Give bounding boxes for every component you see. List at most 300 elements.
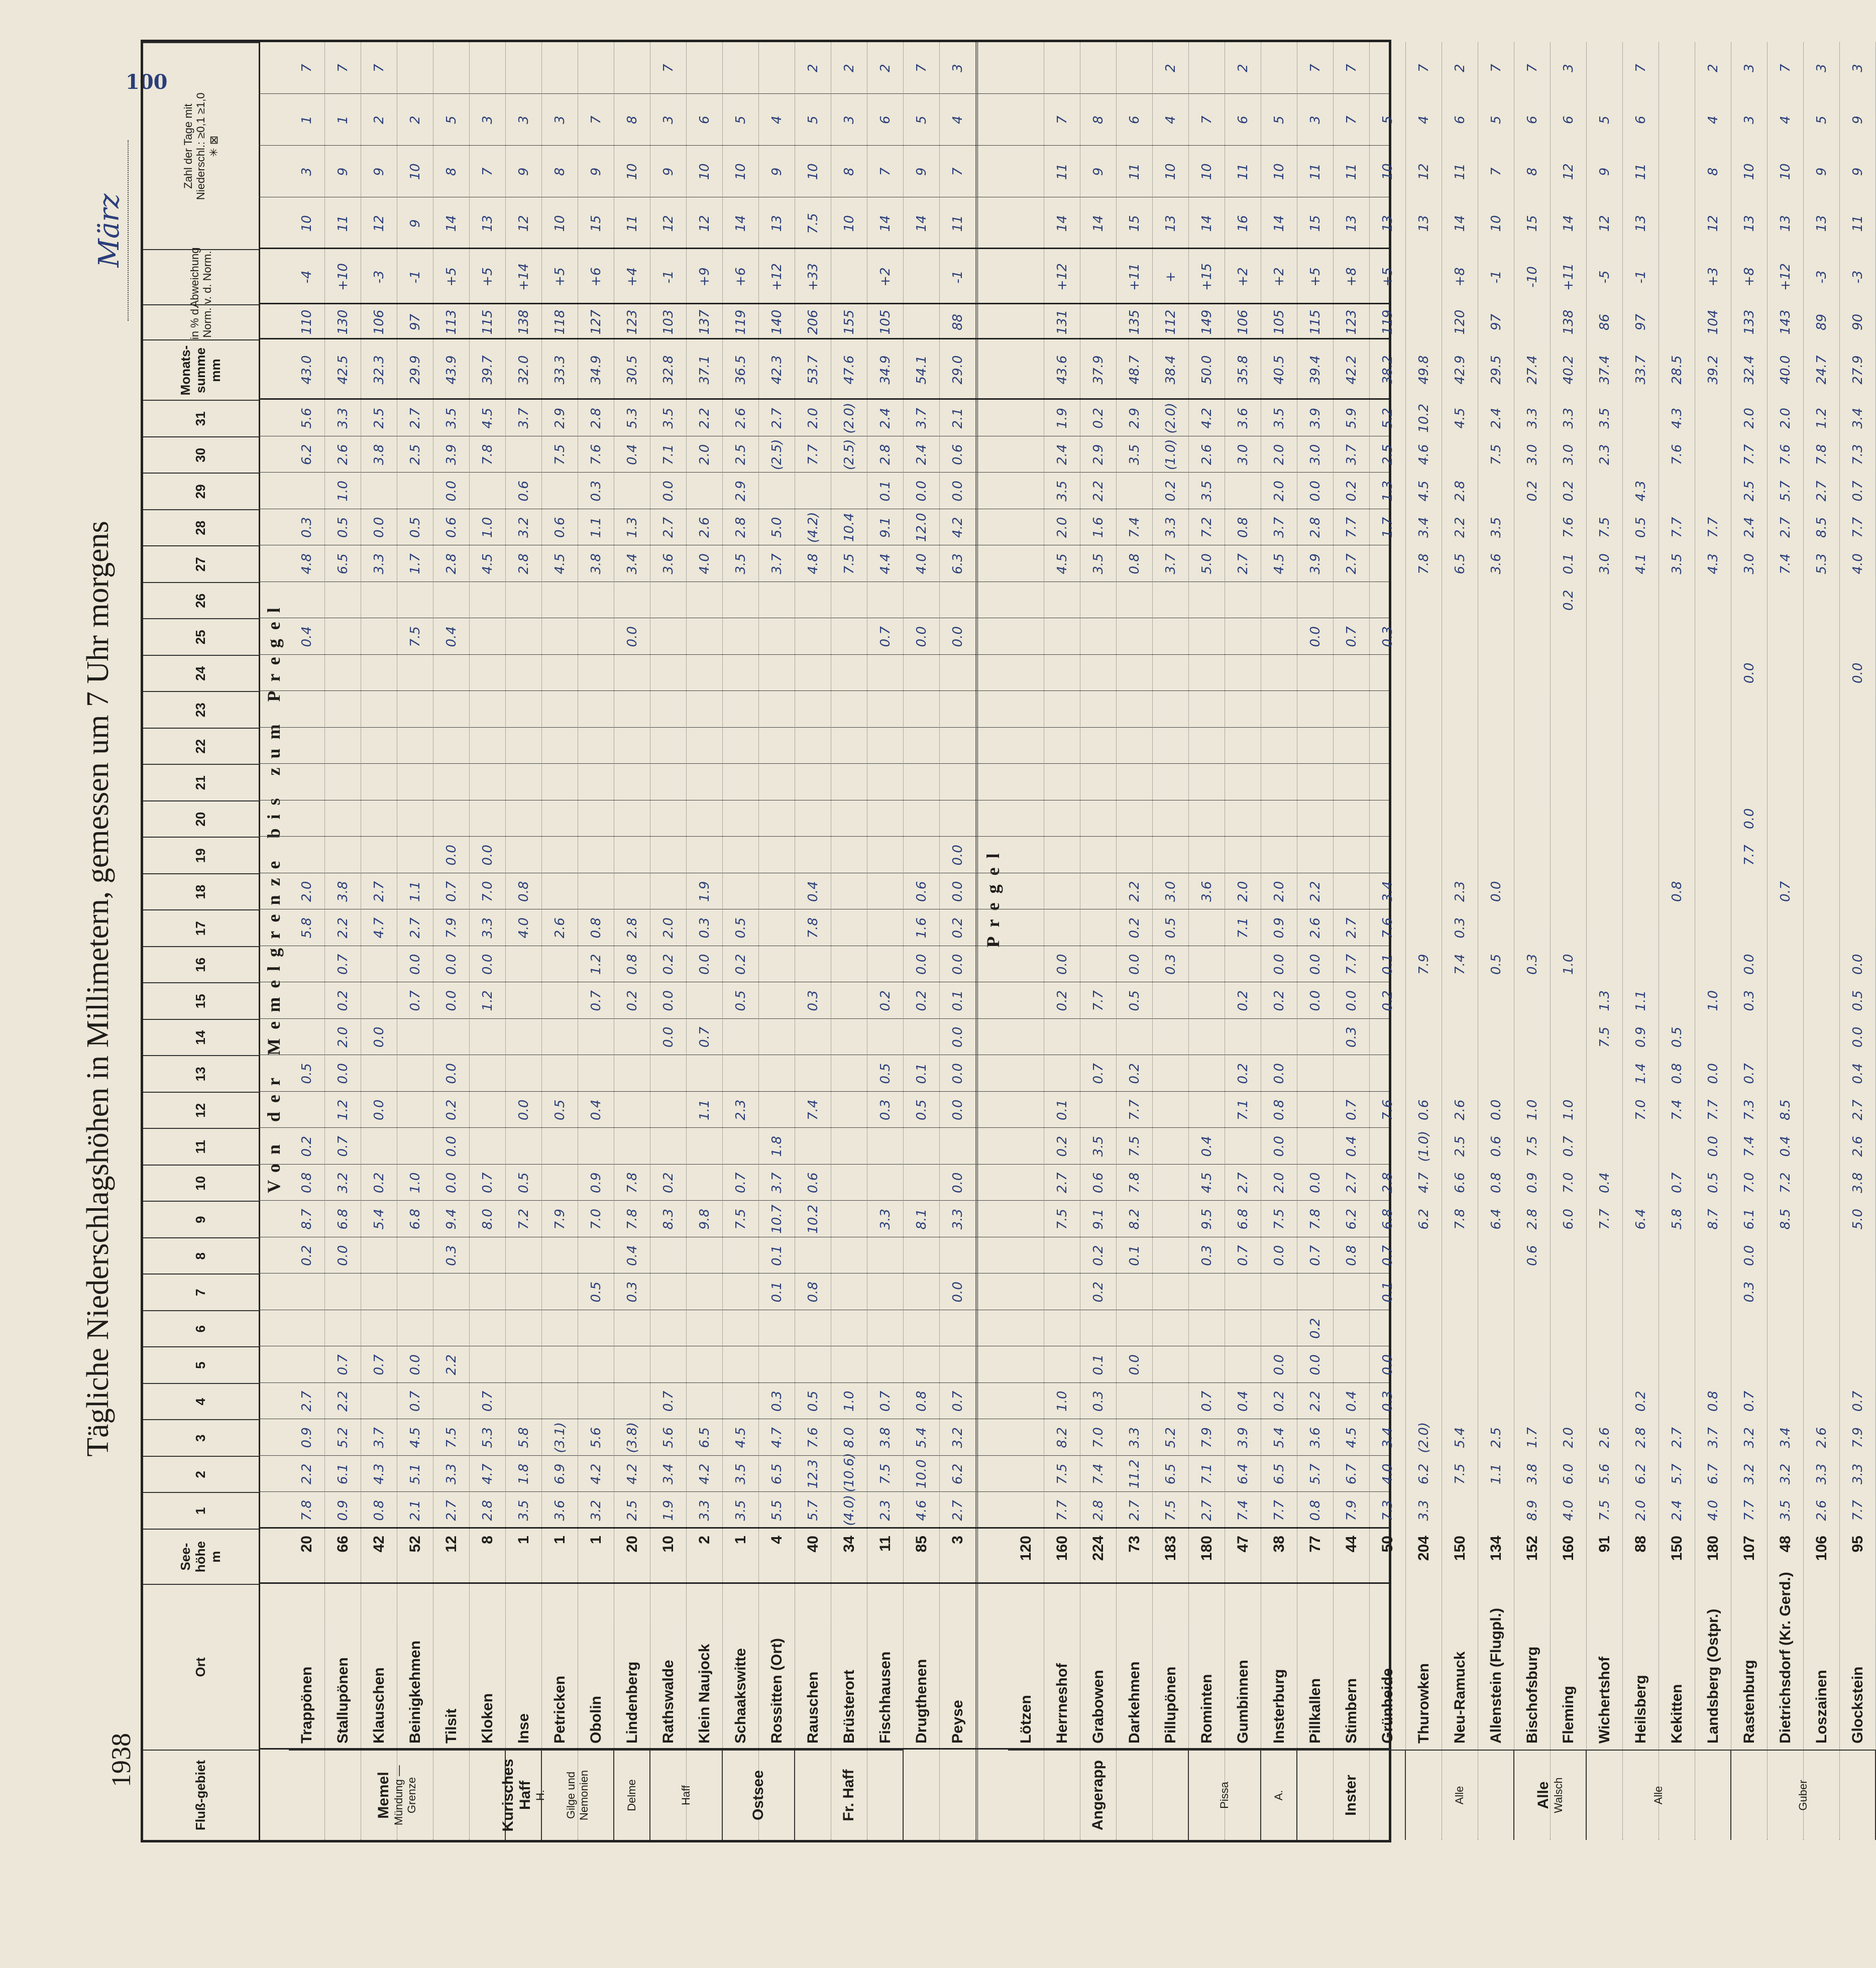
summary-value: 7.5 (806, 213, 821, 234)
summary-value: -10 (1525, 266, 1540, 288)
day-value: 0.4 (1850, 1063, 1865, 1084)
day-value: 2.9 (1127, 408, 1142, 429)
day-value: 7.8 (299, 1500, 314, 1521)
day-value (361, 1056, 397, 1092)
day-value (650, 1237, 687, 1274)
day-value (723, 873, 759, 910)
day-value: 0.2 (444, 1099, 459, 1120)
day-value: 2.0 (1561, 1427, 1576, 1448)
day-value: 7.2 (1778, 1172, 1793, 1193)
day-value: 4.3 (372, 1463, 387, 1484)
table-row (1080, 42, 1117, 1840)
day-value: 7.7 (1091, 990, 1106, 1011)
day-value: 0.5 (733, 990, 748, 1011)
day-value: 0.2 (1127, 917, 1142, 939)
day-value: 5.1 (408, 1463, 423, 1484)
day-value: 1.3 (1597, 990, 1612, 1011)
day-value (687, 1347, 723, 1383)
seehoehe-cell: 88 (1632, 1536, 1649, 1553)
day-value: 2.0 (661, 917, 676, 939)
day-value (1840, 764, 1876, 801)
day-value (1768, 1347, 1804, 1383)
day-value (506, 1056, 542, 1092)
day-value (1551, 655, 1587, 691)
ort-cell: Stallupönen (335, 1657, 351, 1744)
summary-value: 53.7 (806, 355, 821, 385)
summary-value (1008, 340, 1044, 400)
day-value (1478, 582, 1514, 619)
day-value (1695, 691, 1731, 728)
river-group (723, 1750, 795, 1840)
day-value: 0.0 (336, 1245, 351, 1266)
ort-cell: Insterburg (1271, 1669, 1287, 1744)
day-value (723, 1237, 759, 1274)
day-value (867, 1347, 904, 1383)
day-value (614, 800, 650, 837)
day-value: 2.7 (372, 881, 387, 902)
day-value (1804, 1092, 1840, 1128)
summary-value: 43.9 (444, 355, 459, 385)
day-value: 0.0 (950, 1026, 965, 1048)
day-value (397, 728, 433, 764)
day-value: 7.3 (1742, 1099, 1757, 1120)
table-row (1370, 42, 1406, 1840)
day-value (578, 1237, 614, 1274)
day-value (1659, 1383, 1695, 1420)
day-value (1008, 1456, 1044, 1492)
day-value (904, 764, 940, 801)
day-value (1659, 655, 1695, 691)
day-value: 0.7 (1561, 1136, 1576, 1157)
summary-value: 149 (1199, 309, 1215, 335)
ort-cell: Rathswalde (660, 1660, 677, 1744)
day-value (940, 1347, 976, 1383)
day-value (1080, 728, 1117, 764)
summary-value: 10 (1199, 163, 1215, 180)
day-value (1659, 983, 1695, 1019)
day-value (1659, 1128, 1695, 1165)
summary-value: 4 (1416, 115, 1431, 124)
day-value (614, 1019, 650, 1056)
summary-value: 6 (1633, 115, 1648, 124)
day-value (1189, 764, 1225, 801)
summary-value: 7 (1489, 64, 1504, 72)
day-value (650, 1310, 687, 1347)
seehoehe-cell: 10 (660, 1536, 677, 1553)
river-group (614, 1750, 650, 1840)
day-value: 7.7 (1055, 1500, 1070, 1521)
grid-line (259, 1164, 1389, 1165)
day-value: 0.7 (1778, 881, 1793, 902)
day-value (361, 1310, 397, 1347)
summary-value: 10 (299, 215, 314, 232)
day-value: 2.9 (1091, 444, 1106, 465)
day-value: 0.2 (299, 1136, 314, 1157)
day-value (1659, 1237, 1695, 1274)
day-value: 8.0 (480, 1209, 495, 1230)
summary-value: 5 (806, 115, 821, 124)
day-value: 0.7 (480, 1391, 495, 1412)
day-value (650, 619, 687, 655)
day-value (831, 800, 867, 837)
day-value (1261, 619, 1297, 655)
table-row (1189, 42, 1225, 1840)
day-value (1008, 582, 1044, 619)
day-value: 2.7 (1670, 1427, 1685, 1448)
day-value (542, 1056, 578, 1092)
summary-value: 2 (1453, 64, 1468, 72)
summary-value (1080, 42, 1117, 94)
day-value (506, 1274, 542, 1311)
day-value (614, 837, 650, 874)
day-value: 5.6 (589, 1427, 604, 1448)
day-value (433, 655, 470, 691)
day-value (325, 619, 361, 655)
river-subgroup: Mündung — Grenze (392, 1765, 418, 1825)
day-value: 6.0 (1561, 1463, 1576, 1484)
day-value: 0.3 (1453, 917, 1468, 939)
day-value: 0.7 (878, 1391, 893, 1412)
river-name: Kurisches Haff (500, 1759, 533, 1832)
summary-value: 38.2 (1380, 355, 1395, 385)
summary-value: 9 (914, 167, 929, 176)
day-value: 0.2 (733, 954, 748, 975)
table-row (1261, 42, 1297, 1840)
day-value: 8.7 (299, 1209, 314, 1230)
day-value: 4.1 (1633, 553, 1648, 574)
day-value: 3.0 (1597, 553, 1612, 574)
day-value (1731, 582, 1768, 619)
day-value (1695, 1347, 1731, 1383)
day-value: 6.8 (408, 1209, 423, 1230)
day-value: 4.5 (480, 553, 495, 574)
day-value (1297, 691, 1334, 728)
day-value (1261, 800, 1297, 837)
day-value (723, 691, 759, 728)
ort-cell: Fleming (1560, 1685, 1577, 1744)
day-value: 2.0 (336, 1026, 351, 1048)
header-day-17: 17 (143, 910, 259, 947)
summary-value: 9 (589, 167, 604, 176)
day-value: 0.7 (336, 954, 351, 975)
seehoehe-cell: 20 (298, 1536, 315, 1553)
day-value (867, 837, 904, 874)
day-value (470, 1347, 506, 1383)
day-value: 0.7 (1344, 1099, 1359, 1120)
day-value (1731, 873, 1768, 910)
day-value: 1.6 (1091, 517, 1106, 538)
day-value (795, 1056, 831, 1092)
day-value: 0.4 (1199, 1136, 1215, 1157)
day-value (1044, 1237, 1080, 1274)
day-value (1551, 1019, 1587, 1056)
day-value: 0.5 (1127, 990, 1142, 1011)
summary-value: 11 (1055, 163, 1070, 180)
day-value (1008, 910, 1044, 947)
day-value (904, 1019, 940, 1056)
day-value: 0.8 (516, 881, 531, 902)
day-value: 6.2 (950, 1463, 965, 1484)
summary-value: 12 (516, 215, 531, 232)
day-value: 7.6 (1380, 1099, 1395, 1120)
day-value: 3.6 (553, 1500, 568, 1521)
day-value (1442, 1492, 1478, 1529)
ort-cell: Schaakswitte (732, 1648, 749, 1744)
ort-cell: Rastenburg (1741, 1660, 1757, 1744)
summary-value: +5 (553, 267, 568, 287)
summary-value: 137 (697, 309, 712, 335)
table-row (687, 42, 723, 1840)
summary-value: 2 (1706, 64, 1721, 72)
summary-value: 7 (372, 64, 387, 72)
day-value: 0.0 (950, 954, 965, 975)
header-day-13: 13 (143, 1056, 259, 1092)
day-value: 0.1 (950, 990, 965, 1011)
day-value: 1.0 (1561, 1099, 1576, 1120)
day-value: 0.6 (806, 1172, 821, 1193)
day-value: 0.2 (299, 1245, 314, 1266)
day-value: 0.1 (769, 1282, 785, 1303)
summary-value: 10 (625, 163, 640, 180)
day-value (1334, 764, 1370, 801)
day-value (831, 1128, 867, 1165)
day-value (867, 728, 904, 764)
seehoehe-cell: 3 (949, 1536, 966, 1544)
day-value (470, 1092, 506, 1128)
river-name: Inster (1343, 1775, 1359, 1816)
summary-value: 14 (1561, 215, 1576, 232)
summary-value: 7 (878, 167, 893, 176)
table-row (397, 42, 433, 1840)
day-value: 6.5 (1453, 553, 1468, 574)
day-value: 0.3 (878, 1099, 893, 1120)
day-value (1623, 691, 1659, 728)
day-value (1623, 1165, 1659, 1201)
summary-value (904, 305, 940, 340)
day-value (1587, 1274, 1623, 1311)
summary-value: 9 (769, 167, 785, 176)
day-value: 0.8 (1344, 1245, 1359, 1266)
day-value: 2.7 (1236, 1172, 1251, 1193)
day-value: 0.2 (372, 1172, 387, 1193)
summary-value (1659, 94, 1695, 146)
day-value (650, 873, 687, 910)
day-value (1695, 400, 1731, 437)
ort-cell: Pillupönen (1162, 1666, 1179, 1744)
day-value (542, 582, 578, 619)
day-value: 0.8 (1127, 553, 1142, 574)
table-row (1659, 42, 1695, 1840)
grid-line (259, 1419, 1389, 1420)
day-value: 2.7 (1236, 553, 1251, 574)
day-value (1623, 1274, 1659, 1311)
river-group (1587, 1750, 1731, 1840)
ort-cell: Glockstein (1849, 1666, 1866, 1744)
day-value (614, 1092, 650, 1128)
day-value (795, 691, 831, 728)
seehoehe-cell: 11 (877, 1536, 894, 1552)
day-value: 0.2 (1344, 481, 1359, 502)
summary-value: 7 (336, 64, 351, 72)
day-value (1840, 1237, 1876, 1274)
day-value (867, 1019, 904, 1056)
day-value: 0.0 (444, 845, 459, 866)
day-value: 0.1 (914, 1063, 929, 1084)
ort-cell: Lötzen (1018, 1695, 1034, 1744)
grid-line (259, 145, 1389, 146)
day-value (940, 1128, 976, 1165)
summary-value: 7 (1778, 64, 1793, 72)
precipitation-table (141, 40, 1866, 1842)
table-row (1623, 42, 1659, 1840)
river-group (1297, 1750, 1406, 1840)
day-value: 7.7 (1742, 444, 1757, 465)
day-value (289, 837, 325, 874)
day-value: 7.6 (589, 444, 604, 465)
summary-value: -1 (1633, 270, 1648, 284)
river-group (1261, 1750, 1297, 1840)
grid-line (259, 909, 1389, 910)
day-value (1840, 691, 1876, 728)
day-value (759, 1019, 795, 1056)
day-value: 0.8 (1670, 1063, 1685, 1084)
seehoehe-cell: 1 (515, 1536, 532, 1544)
summary-value: +11 (1127, 263, 1142, 291)
day-value: 0.2 (1055, 1136, 1070, 1157)
day-value: 4.4 (878, 553, 893, 574)
day-value (1551, 800, 1587, 837)
day-value (1623, 910, 1659, 947)
day-value: (2.0) (1163, 402, 1178, 434)
day-value: 2.0 (1272, 881, 1287, 902)
day-value (1297, 582, 1334, 619)
day-value (1406, 728, 1442, 764)
day-value (1297, 800, 1334, 837)
day-value (289, 473, 325, 510)
grid-line (259, 1582, 1389, 1584)
day-value: 7.4 (1127, 517, 1142, 538)
summary-value: 8 (1091, 115, 1106, 124)
day-value (289, 983, 325, 1019)
day-value: 2.0 (1633, 1500, 1648, 1521)
day-value: 0.1 (769, 1245, 785, 1266)
day-value (1804, 1347, 1840, 1383)
day-value (578, 655, 614, 691)
day-value: 0.4 (1344, 1391, 1359, 1412)
day-value: 7.5 (553, 444, 568, 465)
day-value (506, 983, 542, 1019)
day-value (759, 1347, 795, 1383)
day-value (470, 764, 506, 801)
day-value: 0.3 (1344, 1026, 1359, 1048)
day-value: 0.5 (733, 917, 748, 939)
day-value: 3.2 (336, 1172, 351, 1193)
day-value (650, 691, 687, 728)
day-value: 0.0 (480, 954, 495, 975)
day-value: (10.6) (842, 1453, 857, 1492)
day-value: 0.0 (1742, 954, 1757, 975)
day-value (650, 728, 687, 764)
day-value (1478, 619, 1514, 655)
day-value: 4.0 (1850, 553, 1865, 574)
day-value: 4.7 (372, 917, 387, 939)
summary-value: 7 (1055, 115, 1070, 124)
day-value (904, 728, 940, 764)
day-value (650, 764, 687, 801)
day-value (650, 1128, 687, 1165)
day-value: 2.9 (553, 408, 568, 429)
day-value (1334, 1347, 1370, 1383)
day-value (759, 1310, 795, 1347)
day-value: 0.3 (625, 1282, 640, 1303)
summary-value (1406, 250, 1442, 305)
day-value (723, 1310, 759, 1347)
day-value (1768, 1383, 1804, 1420)
summary-value: 29.9 (408, 355, 423, 385)
summary-value: 42.2 (1344, 355, 1359, 385)
day-value (1153, 1019, 1189, 1056)
day-value (759, 983, 795, 1019)
summary-value: 11 (1127, 163, 1142, 180)
summary-value (1659, 146, 1695, 197)
day-value (325, 800, 361, 837)
river-group (1514, 1750, 1587, 1840)
day-value: 2.6 (1814, 1500, 1829, 1521)
day-value (1804, 946, 1840, 983)
day-value (759, 800, 795, 837)
header-day-1: 1 (143, 1492, 259, 1529)
day-value: 7.4 (806, 1099, 821, 1120)
day-value: 5.6 (661, 1427, 676, 1448)
day-value (361, 946, 397, 983)
day-value (506, 1310, 542, 1347)
day-value: 3.9 (1308, 553, 1323, 574)
day-value (542, 728, 578, 764)
day-value: 6.9 (553, 1463, 568, 1484)
table-row (578, 42, 614, 1840)
day-value: 4.2 (625, 1463, 640, 1484)
day-value (1442, 1056, 1478, 1092)
day-value: 3.3 (372, 553, 387, 574)
day-value (1768, 910, 1804, 947)
summary-value: 3 (480, 115, 495, 124)
day-value (1153, 619, 1189, 655)
summary-value: 106 (372, 309, 387, 335)
summary-value: 89 (1814, 313, 1829, 331)
summary-value: 49.8 (1416, 355, 1431, 385)
day-value (1587, 800, 1623, 837)
day-value: 7.0 (480, 881, 495, 902)
day-value (1551, 837, 1587, 874)
day-value: 0.0 (950, 1063, 965, 1084)
day-value: 4.5 (733, 1427, 748, 1448)
seehoehe-cell: 150 (1669, 1536, 1685, 1561)
day-value: 2.7 (1778, 517, 1793, 538)
day-value: 0.4 (1236, 1391, 1251, 1412)
day-value (1189, 1092, 1225, 1128)
day-value (904, 1310, 940, 1347)
day-value: 0.0 (661, 1026, 676, 1048)
day-value (940, 1237, 976, 1274)
day-value (289, 946, 325, 983)
summary-value (1659, 197, 1695, 249)
summary-value (1008, 42, 1044, 94)
day-value: 7.3 (1850, 444, 1865, 465)
summary-value (831, 250, 867, 305)
day-value: (4.0) (842, 1494, 857, 1526)
day-value (1442, 436, 1478, 473)
day-value: 4.5 (553, 553, 568, 574)
